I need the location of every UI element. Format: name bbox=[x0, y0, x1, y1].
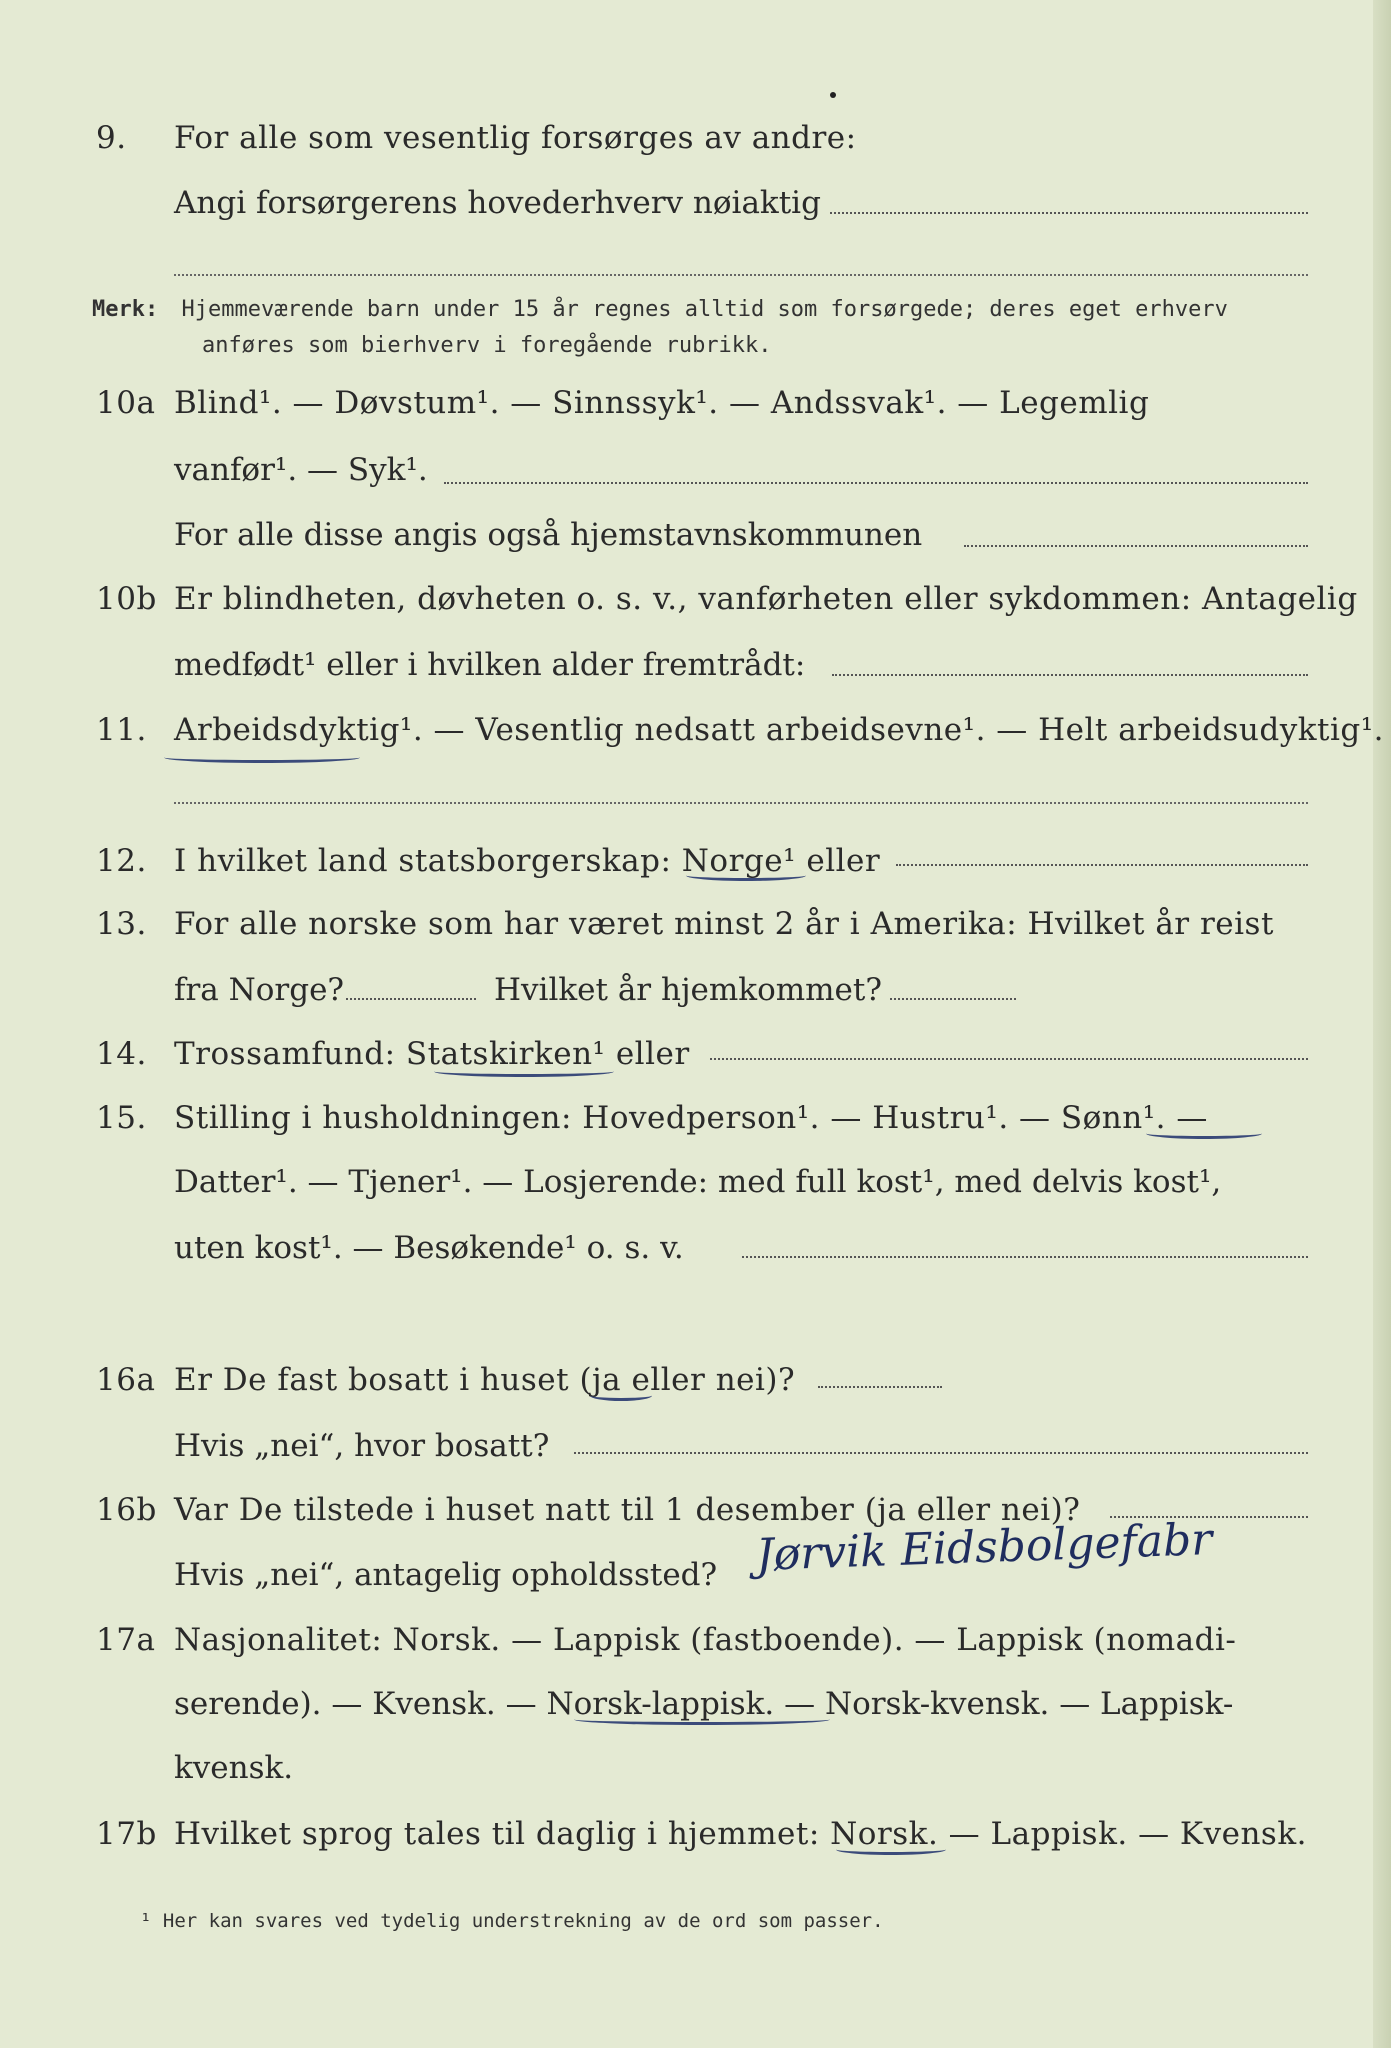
handwritten-underline bbox=[1146, 1128, 1262, 1139]
question-text: Hvilket sprog tales til daglig i hjemmet: Norsk. — Lappisk. — Kvensk. bbox=[174, 1816, 1307, 1852]
question-15-line2: Datter¹. — Tjener¹. — Losjerende: med full kost¹, med delvis kost¹, bbox=[174, 1164, 1222, 1200]
question-16b-line2: Hvis „nei“, antagelig opholdssted? bbox=[174, 1557, 718, 1593]
ink-dot bbox=[830, 92, 836, 98]
question-9-line2: Angi forsørgerens hovederhverv nøiaktig bbox=[174, 185, 821, 221]
question-number: 15. bbox=[96, 1100, 147, 1136]
question-10a-line3: For alle disse angis også hjemstavnskommunen bbox=[174, 517, 923, 553]
question-number: 11. bbox=[96, 712, 147, 748]
question-15-line3: uten kost¹. — Besøkende¹ o. s. v. bbox=[174, 1230, 684, 1266]
question-text: Blind¹. — Døvstum¹. — Sinnssyk¹. — Andssvak¹. — Legemlig bbox=[174, 385, 1150, 421]
merk-text: Hjemmeværende barn under 15 år regnes alltid som forsørgede; deres eget erhverv bbox=[181, 297, 1228, 322]
question-17a-line2: serende). — Kvensk. — Norsk-lappisk. — Norsk-kvensk. — Lappisk- bbox=[174, 1686, 1234, 1722]
answer-line[interactable] bbox=[742, 1256, 1308, 1258]
answer-line[interactable] bbox=[832, 674, 1308, 676]
handwritten-underline bbox=[836, 1844, 946, 1855]
question-text: Er blindheten, døvheten o. s. v., vanførheten eller sykdommen: Antagelig bbox=[174, 581, 1358, 617]
question-16a-line2: Hvis „nei“, hvor bosatt? bbox=[174, 1428, 550, 1464]
answer-line[interactable] bbox=[890, 998, 1016, 1000]
question-text: Var De tilstede i huset natt til 1 desember (ja eller nei)? bbox=[174, 1492, 1081, 1528]
merk-line2: anføres som bierhverv i foregående rubrikk. bbox=[202, 333, 772, 358]
merk-note bbox=[92, 297, 1228, 322]
answer-line[interactable] bbox=[174, 802, 1308, 804]
handwritten-underline bbox=[574, 1714, 830, 1725]
question-number: 10a bbox=[96, 385, 156, 421]
question-13-line2a: fra Norge? bbox=[174, 972, 345, 1008]
question-number: 14. bbox=[96, 1036, 147, 1072]
question-number: 13. bbox=[96, 906, 147, 942]
question-number: 16b bbox=[96, 1492, 157, 1528]
question-number: 12. bbox=[96, 843, 147, 879]
question-text: Er De fast bosatt i huset (ja eller nei)? bbox=[174, 1362, 796, 1398]
answer-line[interactable] bbox=[574, 1452, 1308, 1454]
question-text: Trossamfund: Statskirken¹ eller bbox=[174, 1036, 690, 1072]
question-number: 10b bbox=[96, 581, 157, 617]
question-10a-line2: vanfør¹. — Syk¹. bbox=[174, 452, 428, 488]
merk-label: Merk: bbox=[92, 297, 159, 322]
question-number: 17b bbox=[96, 1816, 157, 1852]
answer-line[interactable] bbox=[818, 1386, 942, 1388]
question-text: Nasjonalitet: Norsk. — Lappisk (fastboende). — Lappisk (nomadi- bbox=[174, 1622, 1237, 1658]
question-text: Stilling i husholdningen: Hovedperson¹. — Hustru¹. — Sønn¹. — bbox=[174, 1100, 1208, 1136]
question-10b-line2: medfødt¹ eller i hvilken alder fremtrådt: bbox=[174, 647, 806, 683]
answer-line[interactable] bbox=[830, 212, 1308, 214]
question-number: 16a bbox=[96, 1362, 156, 1398]
answer-line[interactable] bbox=[964, 545, 1308, 547]
answer-line[interactable] bbox=[346, 998, 476, 1000]
handwritten-underline bbox=[590, 1390, 652, 1401]
handwritten-underline bbox=[686, 870, 806, 881]
answer-line[interactable] bbox=[710, 1058, 1308, 1060]
handwritten-answer: Jørvik Eidsbolgefabr bbox=[755, 1514, 1214, 1581]
page-edge bbox=[1373, 0, 1391, 2048]
question-text: Arbeidsdyktig¹. — Vesentlig nedsatt arbeidsevne¹. — Helt arbeidsudyktig¹. bbox=[174, 712, 1385, 748]
question-13-line2b: Hvilket år hjemkommet? bbox=[494, 972, 882, 1008]
answer-line[interactable] bbox=[174, 274, 1308, 276]
question-number: 17a bbox=[96, 1622, 156, 1658]
question-text: I hvilket land statsborgerskap: Norge¹ eller bbox=[174, 843, 881, 879]
question-number: 9. bbox=[96, 120, 127, 156]
answer-line[interactable] bbox=[444, 482, 1308, 484]
question-17a-line3: kvensk. bbox=[174, 1750, 294, 1786]
question-text: For alle som vesentlig forsørges av andre: bbox=[174, 120, 857, 156]
handwritten-underline bbox=[434, 1066, 614, 1077]
answer-line[interactable] bbox=[896, 864, 1308, 866]
question-text: For alle norske som har været minst 2 år i Amerika: Hvilket år reist bbox=[174, 906, 1274, 942]
handwritten-underline bbox=[164, 752, 360, 763]
footnote: ¹ Her kan svares ved tydelig understrekning av de ord som passer. bbox=[140, 1910, 884, 1932]
